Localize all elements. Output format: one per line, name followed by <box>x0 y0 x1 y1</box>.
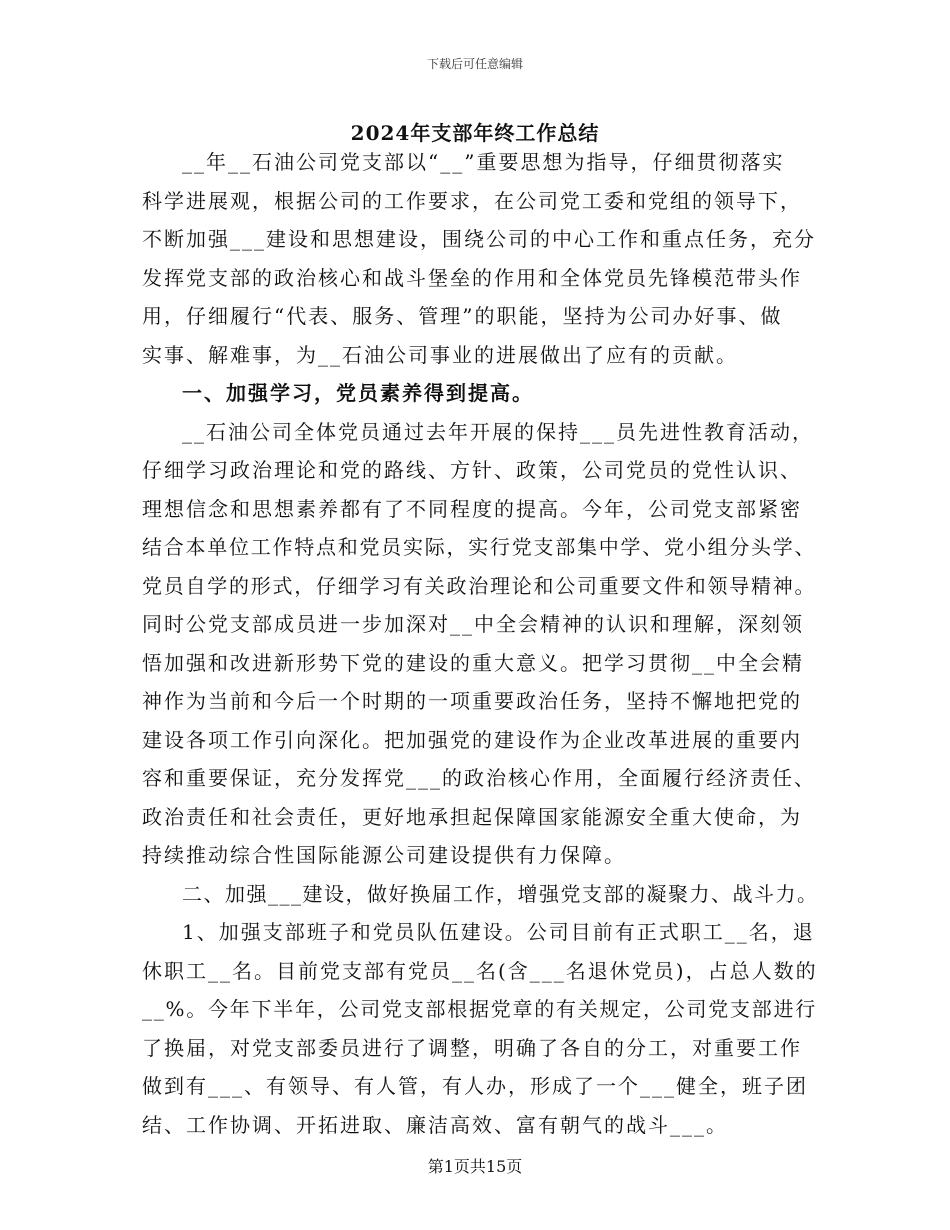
paragraph-line: 结合本单位工作特点和党员实际，实行党支部集中学、党小组分头学、 <box>142 535 817 559</box>
page-header: 下载后可任意编辑 <box>426 57 523 71</box>
paragraph-line: 科学进展观，根据公司的工作要求，在公司党工委和党组的领导下， <box>142 188 802 213</box>
paragraph-line: 党员自学的形式，仔细学习有关政治理论和公司重要文件和领导精神。 <box>142 573 817 598</box>
document-body <box>142 143 822 1144</box>
page-footer: 第1页共15页 <box>427 1157 523 1176</box>
paragraph-line: __%。今年下半年，公司党支部根据党章的有关规定，公司党支部进行 <box>142 997 818 1021</box>
paragraph-line: 政治责任和社会责任，更好地承担起保障国家能源安全重大使命，为 <box>142 804 802 829</box>
paragraph-line: 做到有___、有领导、有人管，有人办，形成了一个___健全，班子团 <box>142 1074 808 1098</box>
paragraph-line: 同时公党支部成员进一步加深对__中全会精神的认识和理解，深刻领 <box>142 612 804 636</box>
paragraph-line: 发挥党支部的政治核心和战斗堡垒的作用和全体党员先锋模范带头作 <box>142 265 802 290</box>
paragraph-line: 结、工作协调、开拓进取、廉洁高效、富有朝气的战斗___。 <box>142 1112 728 1137</box>
paragraph-line: 容和重要保证，充分发挥党___的政治核心作用，全面履行经济责任、 <box>142 766 816 790</box>
paragraph-line: 二、加强___建设，做好换届工作，增强党支部的凝聚力、战斗力。 <box>182 881 819 906</box>
paragraph-line: 用，仔细履行“代表、服务、管理”的职能，坚持为公司办好事、做 <box>142 304 783 328</box>
document-title: 2024年支部年终工作总结 <box>350 121 600 145</box>
paragraph-line: 仔细学习政治理论和党的路线、方针、政策，公司党员的党性认识、 <box>142 458 802 482</box>
paragraph-line: 休职工__名。目前党支部有党员__名(含___名退休党员)，占总人数的 <box>142 958 818 983</box>
section-heading-line: 一、加强学习，党员素养得到提高。 <box>182 381 534 405</box>
paragraph-line: 实事、解难事，为__石油公司事业的进展做出了应有的贡献。 <box>142 342 738 367</box>
paragraph-line: __年__石油公司党支部以“__”重要思想为指导，仔细贯彻落实 <box>182 150 785 174</box>
paragraph-line: 不断加强___建设和思想建设，围绕公司的中心工作和重点任务，充分 <box>142 227 816 251</box>
paragraph-line: 了换届，对党支部委员进行了调整，明确了各自的分工，对重要工作 <box>142 1035 802 1060</box>
paragraph-line: 悟加强和改进新形势下党的建设的重大意义。把学习贯彻__中全会精 <box>142 650 804 675</box>
paragraph-line: 建设各项工作引向深化。把加强党的建设作为企业改革进展的重要内 <box>142 727 802 752</box>
paragraph-line: 神作为当前和今后一个时期的一项重要政治任务，坚持不懈地把党的 <box>142 689 802 713</box>
paragraph-line: __石油公司全体党员通过去年开展的保持___员先进性教育活动， <box>182 419 814 444</box>
paragraph-line: 1、加强支部班子和党员队伍建设。公司目前有正式职工__名，退 <box>182 920 815 944</box>
paragraph-line: 持续推动综合性国际能源公司建设提供有力保障。 <box>142 843 626 867</box>
paragraph-line: 理想信念和思想素养都有了不同程度的提高。今年，公司党支部紧密 <box>142 496 802 521</box>
